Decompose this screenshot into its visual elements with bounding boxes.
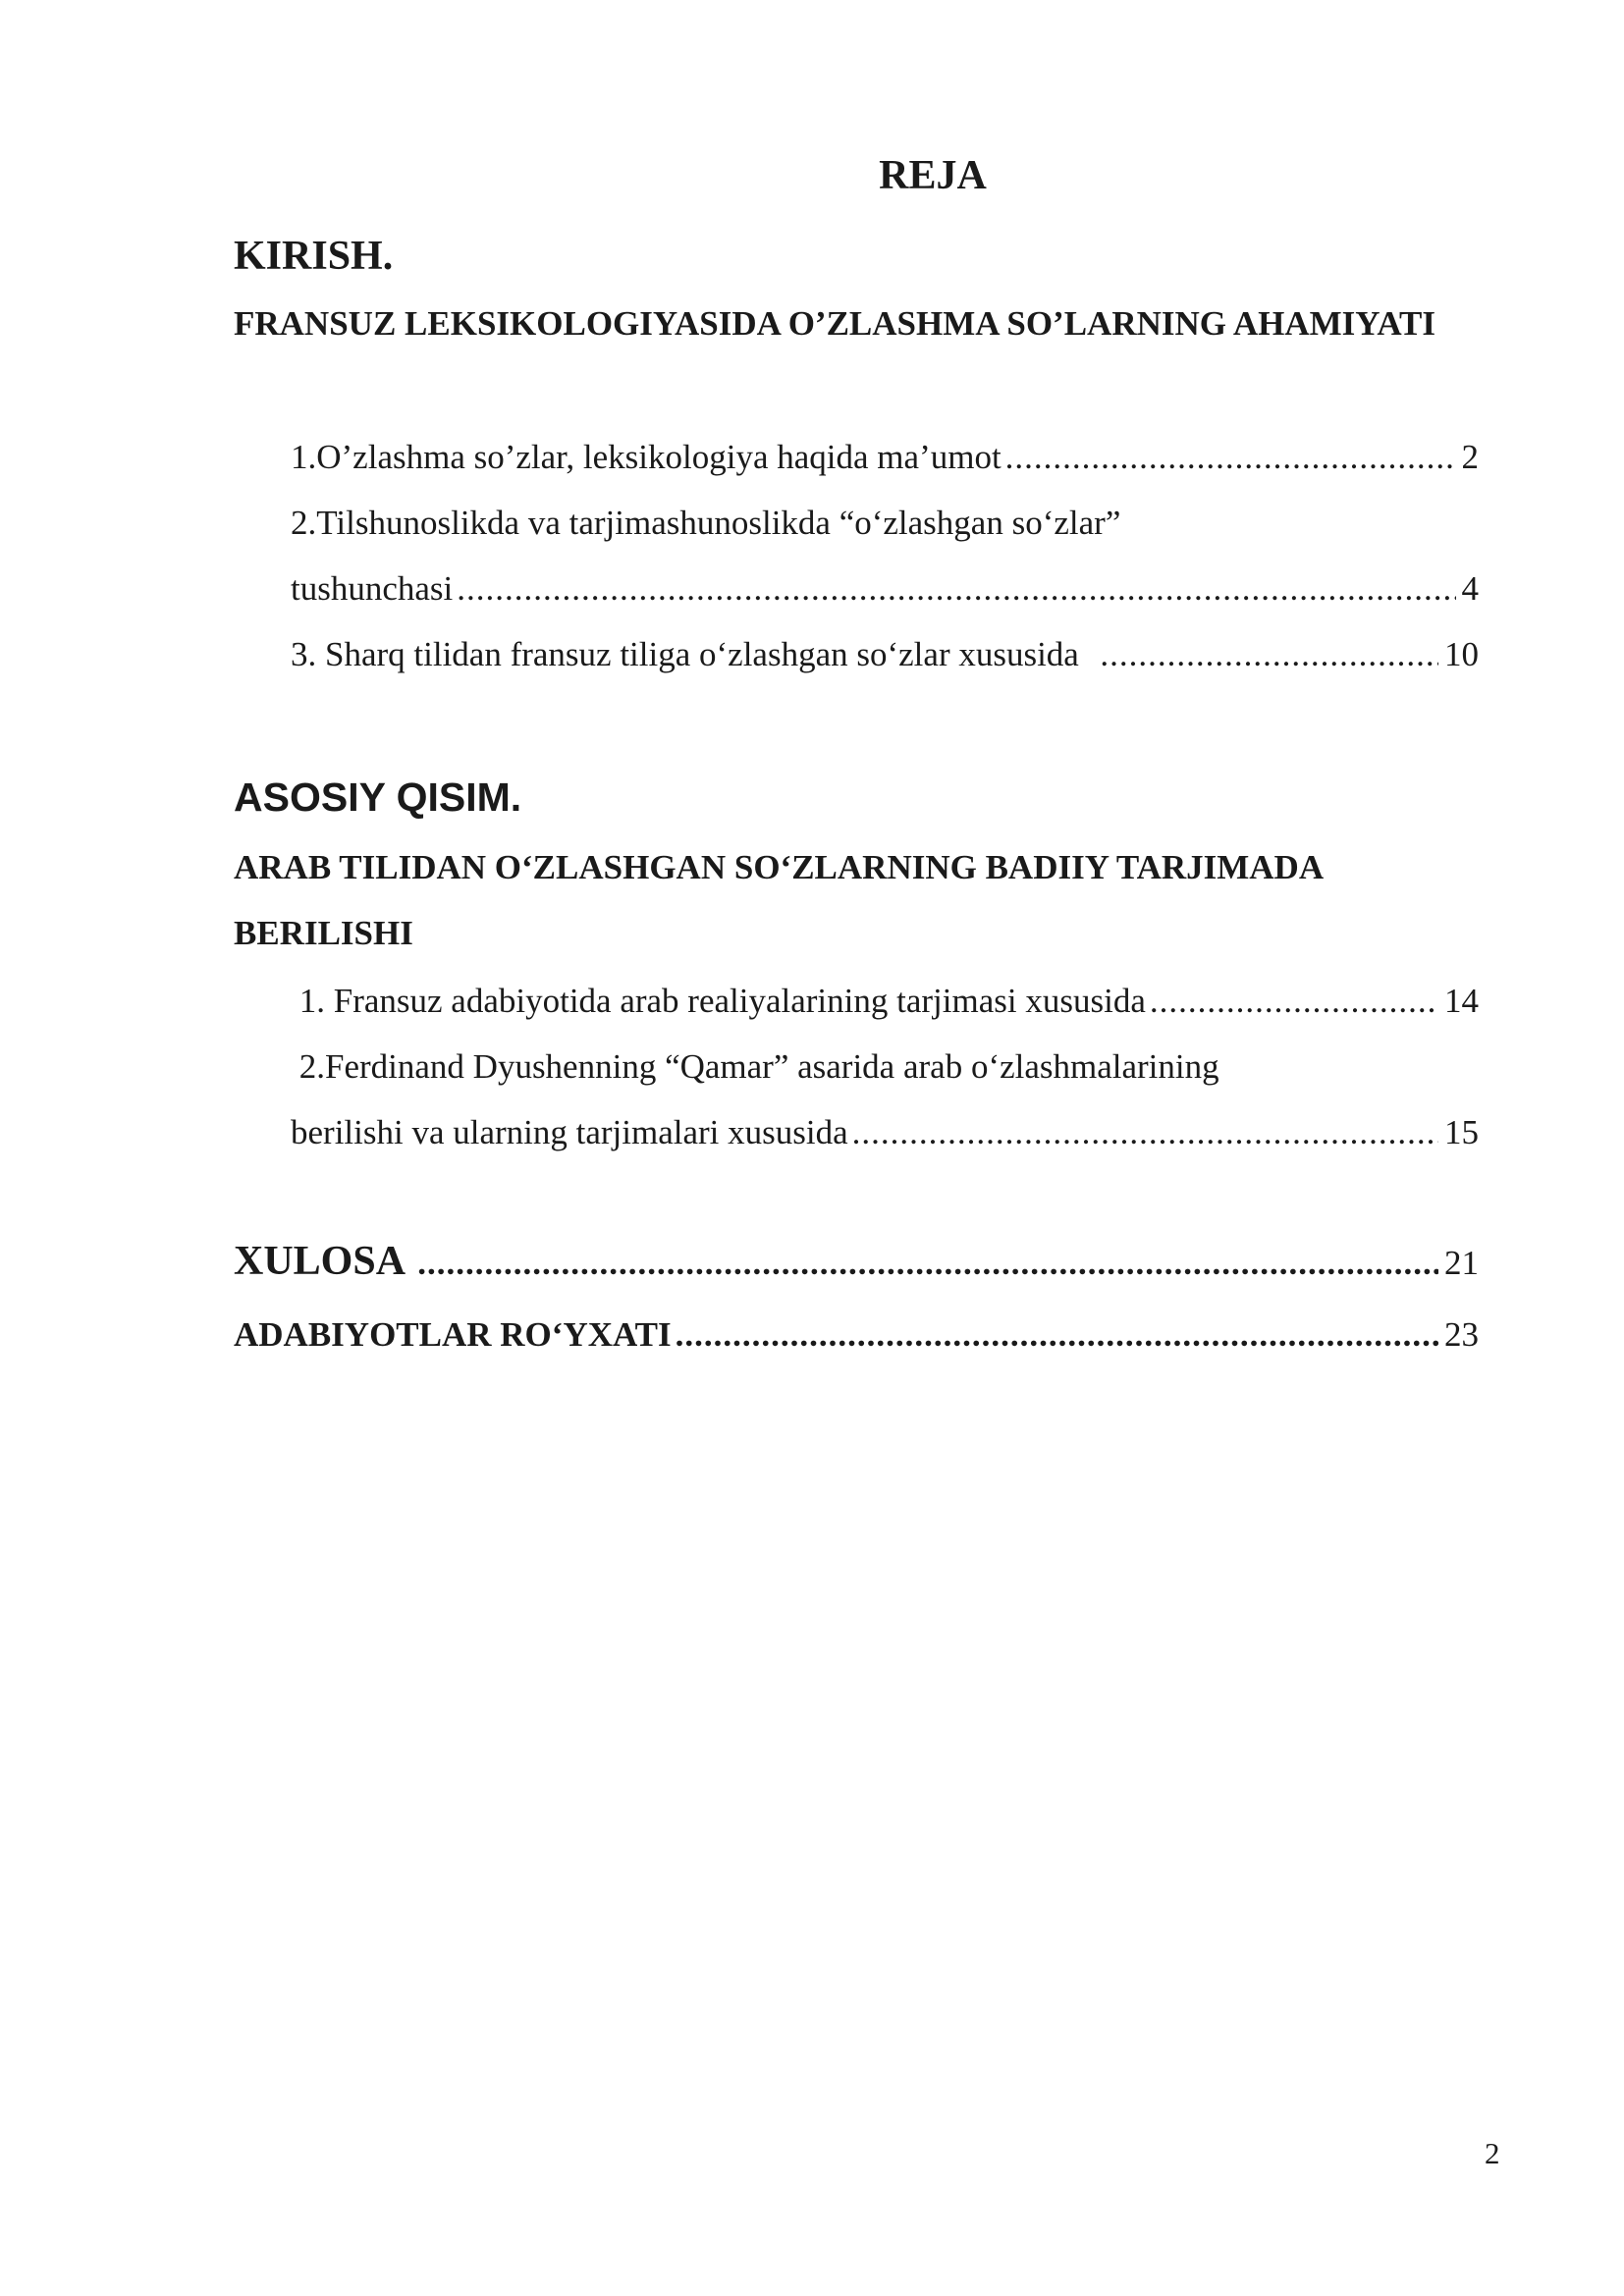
toc-entry-label: 3. Sharq tilidan fransuz tiliga o‘zlashgan so‘zlar xususida: [291, 635, 1097, 673]
toc-entry-1-3[interactable]: [291, 621, 1479, 687]
toc-entry-2-2[interactable]: [291, 1034, 1479, 1165]
page-number: 2: [1485, 2136, 1500, 2170]
toc-entry-label: 1. Fransuz adabiyotida arab realiyalarining tarjimasi xususida: [291, 982, 1146, 1020]
page-title: REJA: [879, 153, 987, 198]
toc-page-number: 4: [1461, 569, 1479, 608]
toc-conclusion[interactable]: [234, 1241, 1479, 1282]
toc-entry-2-1[interactable]: [291, 968, 1479, 1034]
toc-entry-1-1[interactable]: [291, 424, 1479, 490]
toc-page-number: 21: [1444, 1244, 1479, 1282]
toc-entry-label-line2: berilishi va ularning tarjimalari xususida: [291, 1113, 848, 1151]
toc-entry-1-2[interactable]: [291, 490, 1479, 621]
toc-entry-label-line1: 2.Ferdinand Dyushenning “Qamar” asarida arab o‘zlashmalarining: [291, 1047, 1219, 1086]
main-subheading: ARAB TILIDAN O‘ZLASHGAN SO‘ZLARNING BADIIY TARJIMADA BERILISHI: [234, 848, 1323, 952]
toc-entry-label-line2: tushunchasi: [291, 569, 454, 608]
intro-subheading: FRANSUZ LEKSIKOLOGIYASIDA O’ZLASHMA SO’LARNING AHAMIYATI: [234, 304, 1435, 343]
conclusion-label: XULOSA: [234, 1239, 414, 1284]
toc-page-number: 15: [1444, 1113, 1479, 1151]
toc-entry-label: 1.O’zlashma so’zlar, leksikologiya haqida ma’umot: [291, 438, 1001, 476]
dot-leader: [1150, 968, 1438, 1034]
intro-heading: KIRISH.: [234, 234, 394, 279]
dot-leader: [676, 1317, 1438, 1352]
toc-page-number: 10: [1444, 635, 1479, 673]
dot-leader: [457, 556, 1455, 621]
main-heading: ASOSIY QISIM.: [234, 774, 522, 820]
references-label: ADABIYOTLAR RO‘YXATI: [234, 1315, 672, 1354]
toc-entry-label-line1: 2.Tilshunoslikda va tarjimashunoslikda “o‘zlashgan so‘zlar”: [291, 504, 1121, 542]
toc-references[interactable]: [234, 1317, 1479, 1352]
dot-leader: [1100, 621, 1438, 687]
toc-page-number: 14: [1444, 982, 1479, 1020]
toc-page-number: 23: [1444, 1315, 1479, 1354]
dot-leader: [1005, 424, 1456, 490]
dot-leader: [417, 1246, 1438, 1280]
toc-page-number: 2: [1461, 438, 1479, 476]
dot-leader: [852, 1099, 1438, 1165]
